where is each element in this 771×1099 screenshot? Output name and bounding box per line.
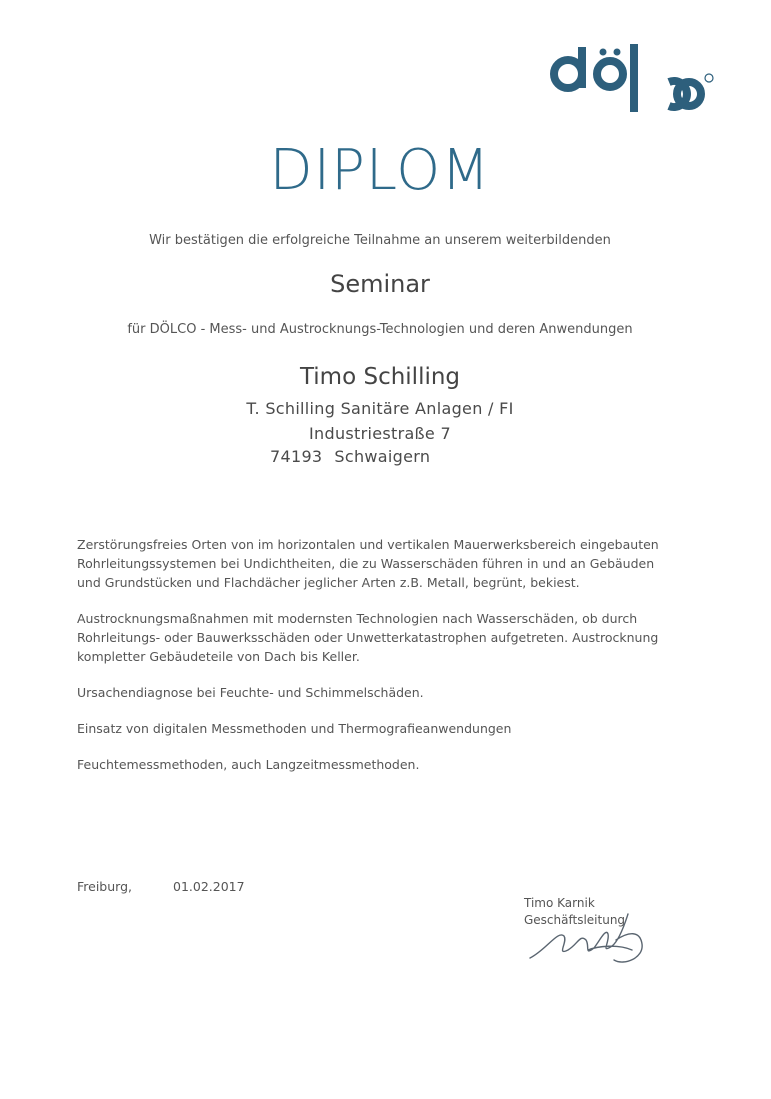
signer-role: Geschäftsleitung [524, 913, 626, 927]
seminar-subject: für DÖLCO - Mess- und Austrocknungs-Technologien und deren Anwendungen [127, 322, 633, 337]
handwritten-signature [528, 910, 658, 972]
dolco-logo [548, 44, 718, 116]
confirmation-text: Wir bestätigen die erfolgreiche Teilnahme an unserem weiterbildenden [149, 233, 611, 248]
seminar-heading: Seminar [330, 270, 430, 298]
diploma-title: DIPLOM [269, 138, 491, 203]
participant-city: Schwaigern [334, 447, 431, 466]
issue-place: Freiburg, [77, 879, 132, 894]
content-paragraph: Austrocknungsmaßnahmen mit modernsten Technologien nach Wasserschäden, ob durch Rohrleitungs- oder Bauwerksschäden oder Unwetterkatastrophen aufgetreten. Austrocknung kompletter Gebäudeteile von Dach bis Keller. [77, 611, 659, 664]
participant-zip: 74193 [270, 447, 323, 466]
content-paragraph: Einsatz von digitalen Messmethoden und Thermografieanwendungen [77, 721, 512, 736]
participant-city-line [270, 447, 442, 466]
issue-date: 01.02.2017 [173, 879, 245, 894]
content-paragraph: Feuchtemessmethoden, auch Langzeitmessmethoden. [77, 757, 420, 772]
participant-company: T. Schilling Sanitäre Anlagen / FI [246, 399, 514, 418]
signer-name: Timo Karnik [524, 896, 595, 910]
content-paragraph: Zerstörungsfreies Orten von im horizontalen und vertikalen Mauerwerksbereich eingebauten Rohrleitungssystemen bei Undichtheiten, die zu Wasserschäden führen in und an Gebäuden und Grundstücken und Flachdächer jeglicher Arten z.B. Metall, begrünt, bekiest. [77, 537, 659, 590]
content-paragraph: Ursachendiagnose bei Feuchte- und Schimmelschäden. [77, 685, 424, 700]
participant-name: Timo Schilling [299, 364, 461, 390]
seminar-content [77, 535, 667, 791]
participant-street: Industriestraße 7 [309, 424, 451, 443]
